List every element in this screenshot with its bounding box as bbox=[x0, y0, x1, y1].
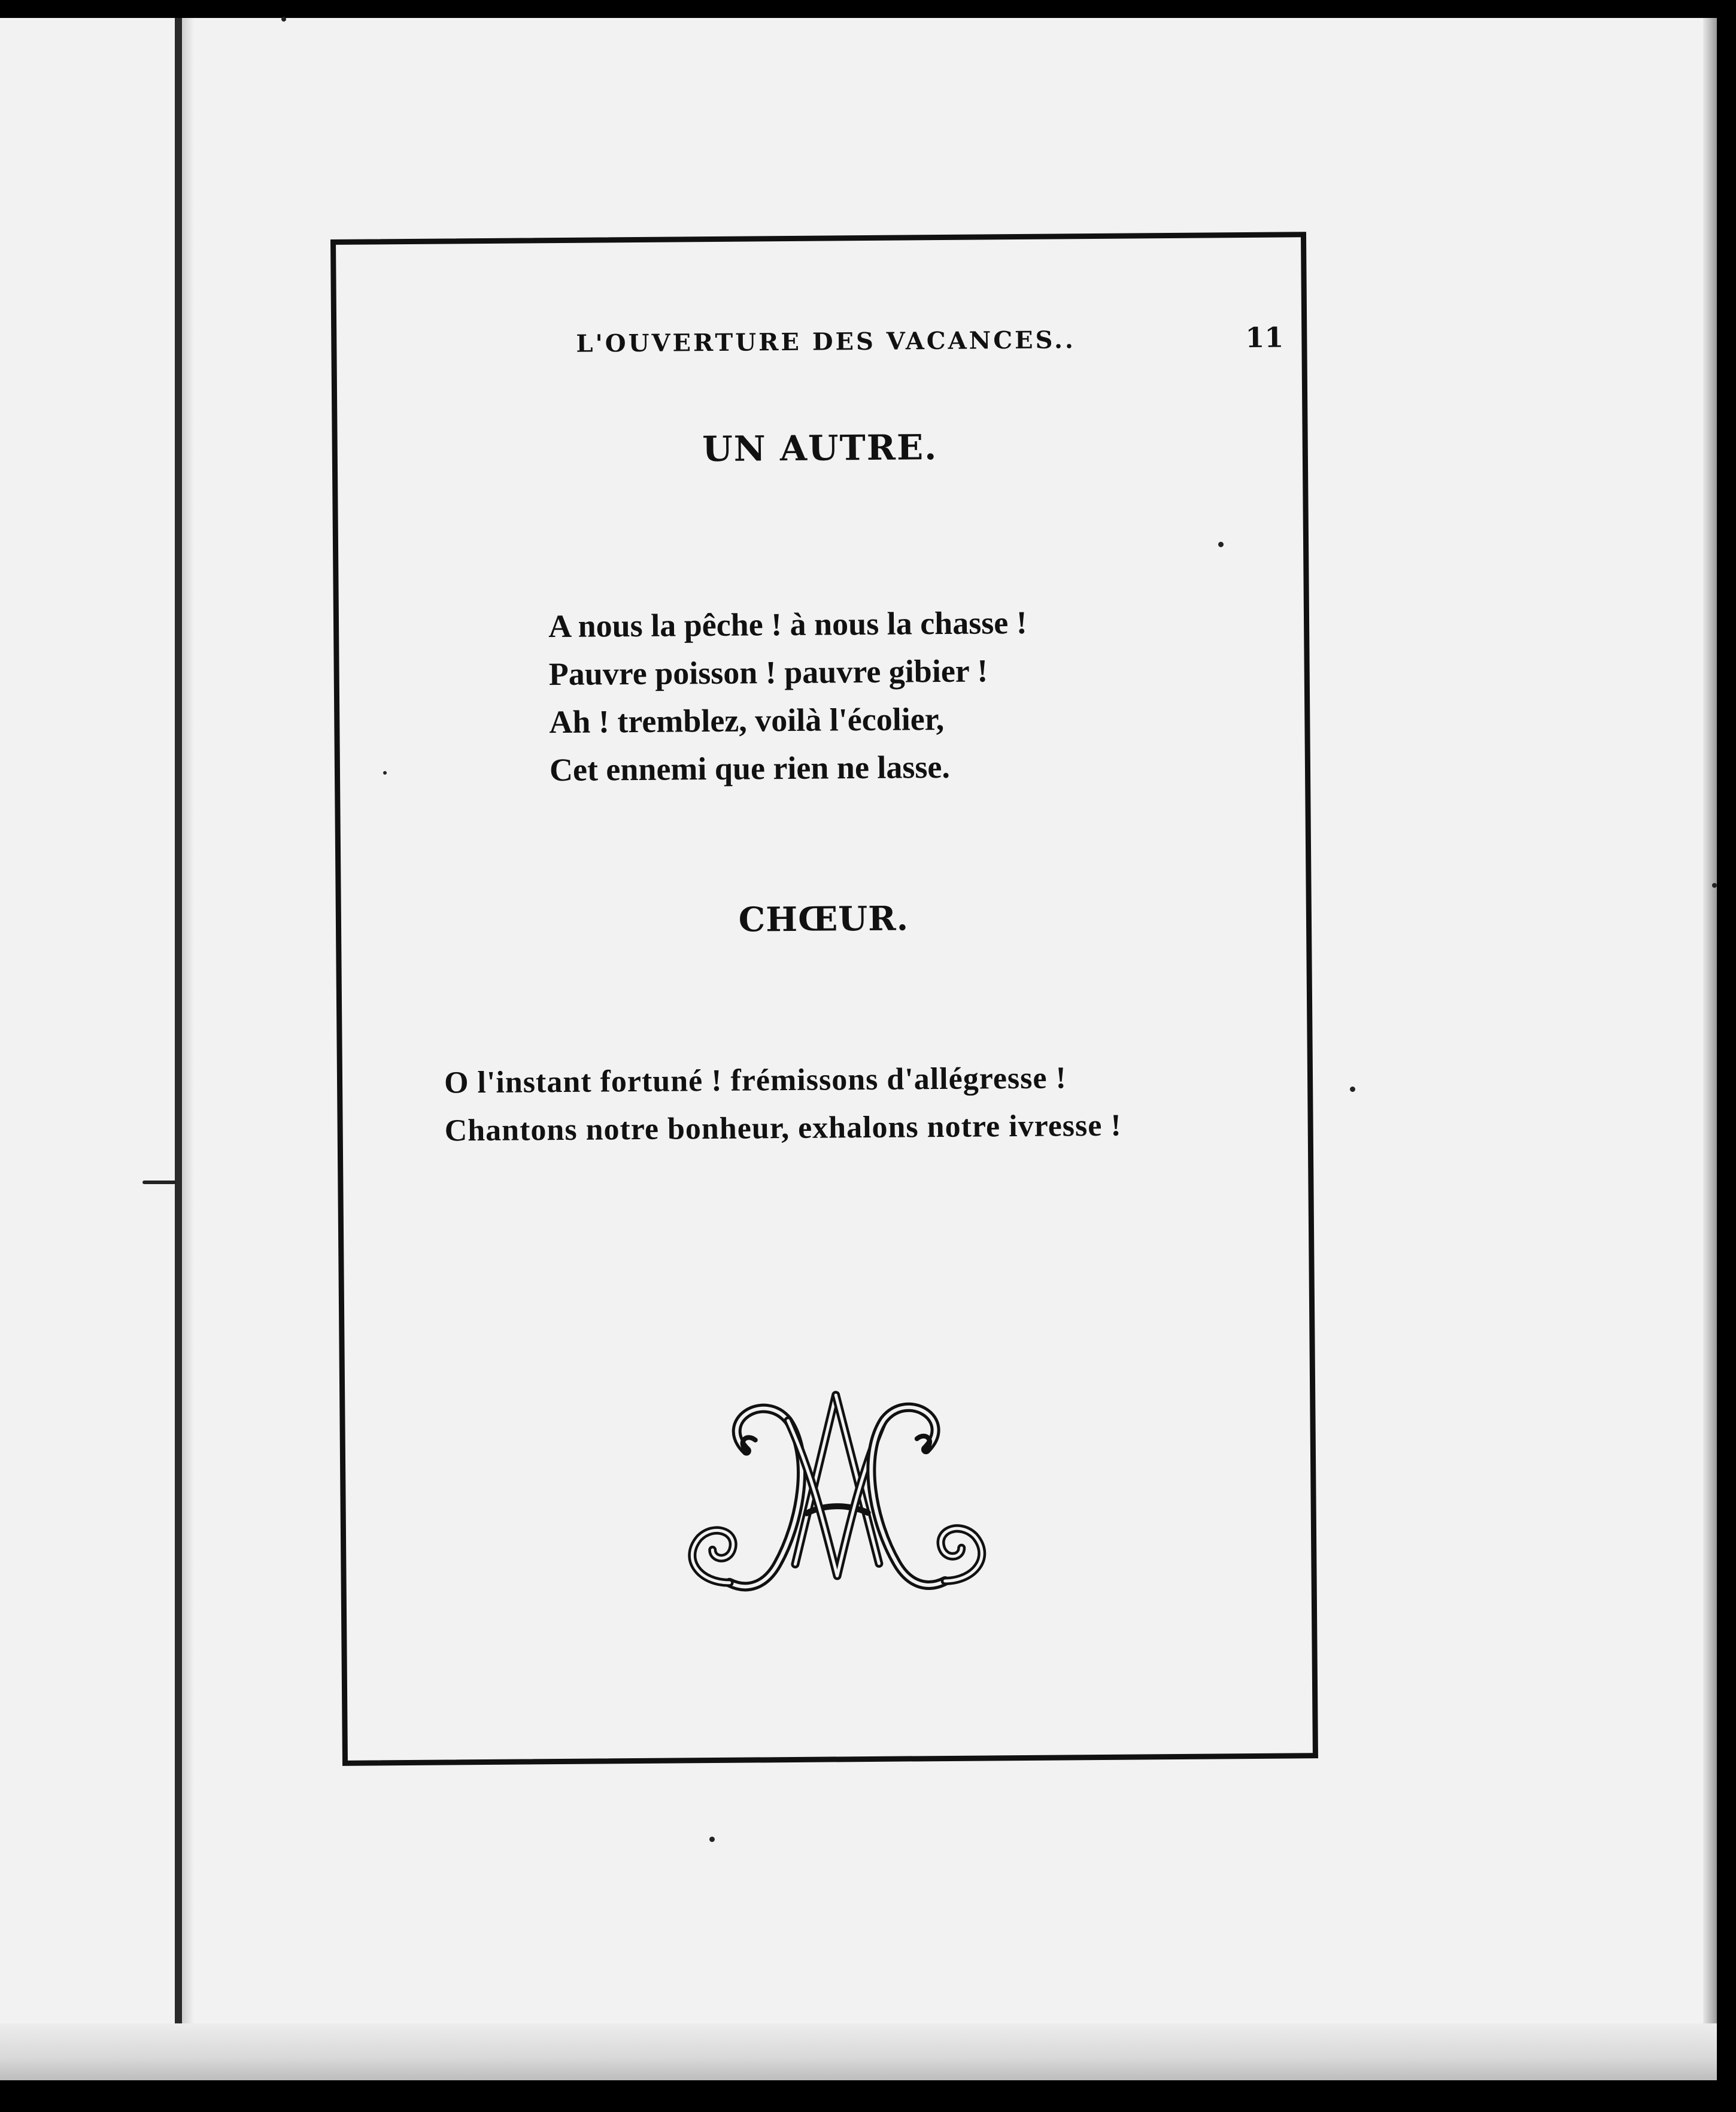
verse-line: Cet ennemi que rien ne lasse. bbox=[549, 748, 951, 788]
am-monogram-ornament bbox=[674, 1383, 999, 1601]
verse-line: Ah ! tremblez, voilà l'écolier, bbox=[549, 700, 945, 741]
section-heading-choeur: CHŒUR. bbox=[738, 899, 909, 940]
sheet-right-edge bbox=[1703, 18, 1717, 2080]
stanza-choeur bbox=[444, 1054, 1122, 1155]
running-head bbox=[336, 321, 1301, 368]
sheet-bottom-edge bbox=[0, 2023, 1717, 2080]
binding-fold-shadow bbox=[182, 18, 194, 2023]
page-number: 11 bbox=[1245, 321, 1284, 354]
section-heading-un-autre: UN AUTRE. bbox=[702, 427, 938, 470]
verse-line: A nous la pêche ! à nous la chasse ! bbox=[548, 604, 1027, 645]
scan-speck bbox=[142, 1181, 176, 1184]
scan-speck bbox=[1712, 883, 1717, 888]
verse-line: O l'instant fortuné ! frémissons d'allégresse ! bbox=[444, 1061, 1067, 1100]
running-title: L'OUVERTURE DES VACANCES.. bbox=[576, 326, 1076, 358]
binding-fold-line bbox=[175, 18, 182, 2023]
verse-line: Pauvre poisson ! pauvre gibier ! bbox=[548, 653, 988, 693]
scan-speck bbox=[709, 1837, 715, 1842]
printed-page-border bbox=[330, 232, 1318, 1766]
verse-line: Chantons notre bonheur, exhalons notre ivresse ! bbox=[444, 1108, 1122, 1148]
scan-speck bbox=[281, 17, 286, 22]
scan-speck bbox=[1350, 1087, 1355, 1092]
stanza-un-autre bbox=[548, 599, 1028, 794]
